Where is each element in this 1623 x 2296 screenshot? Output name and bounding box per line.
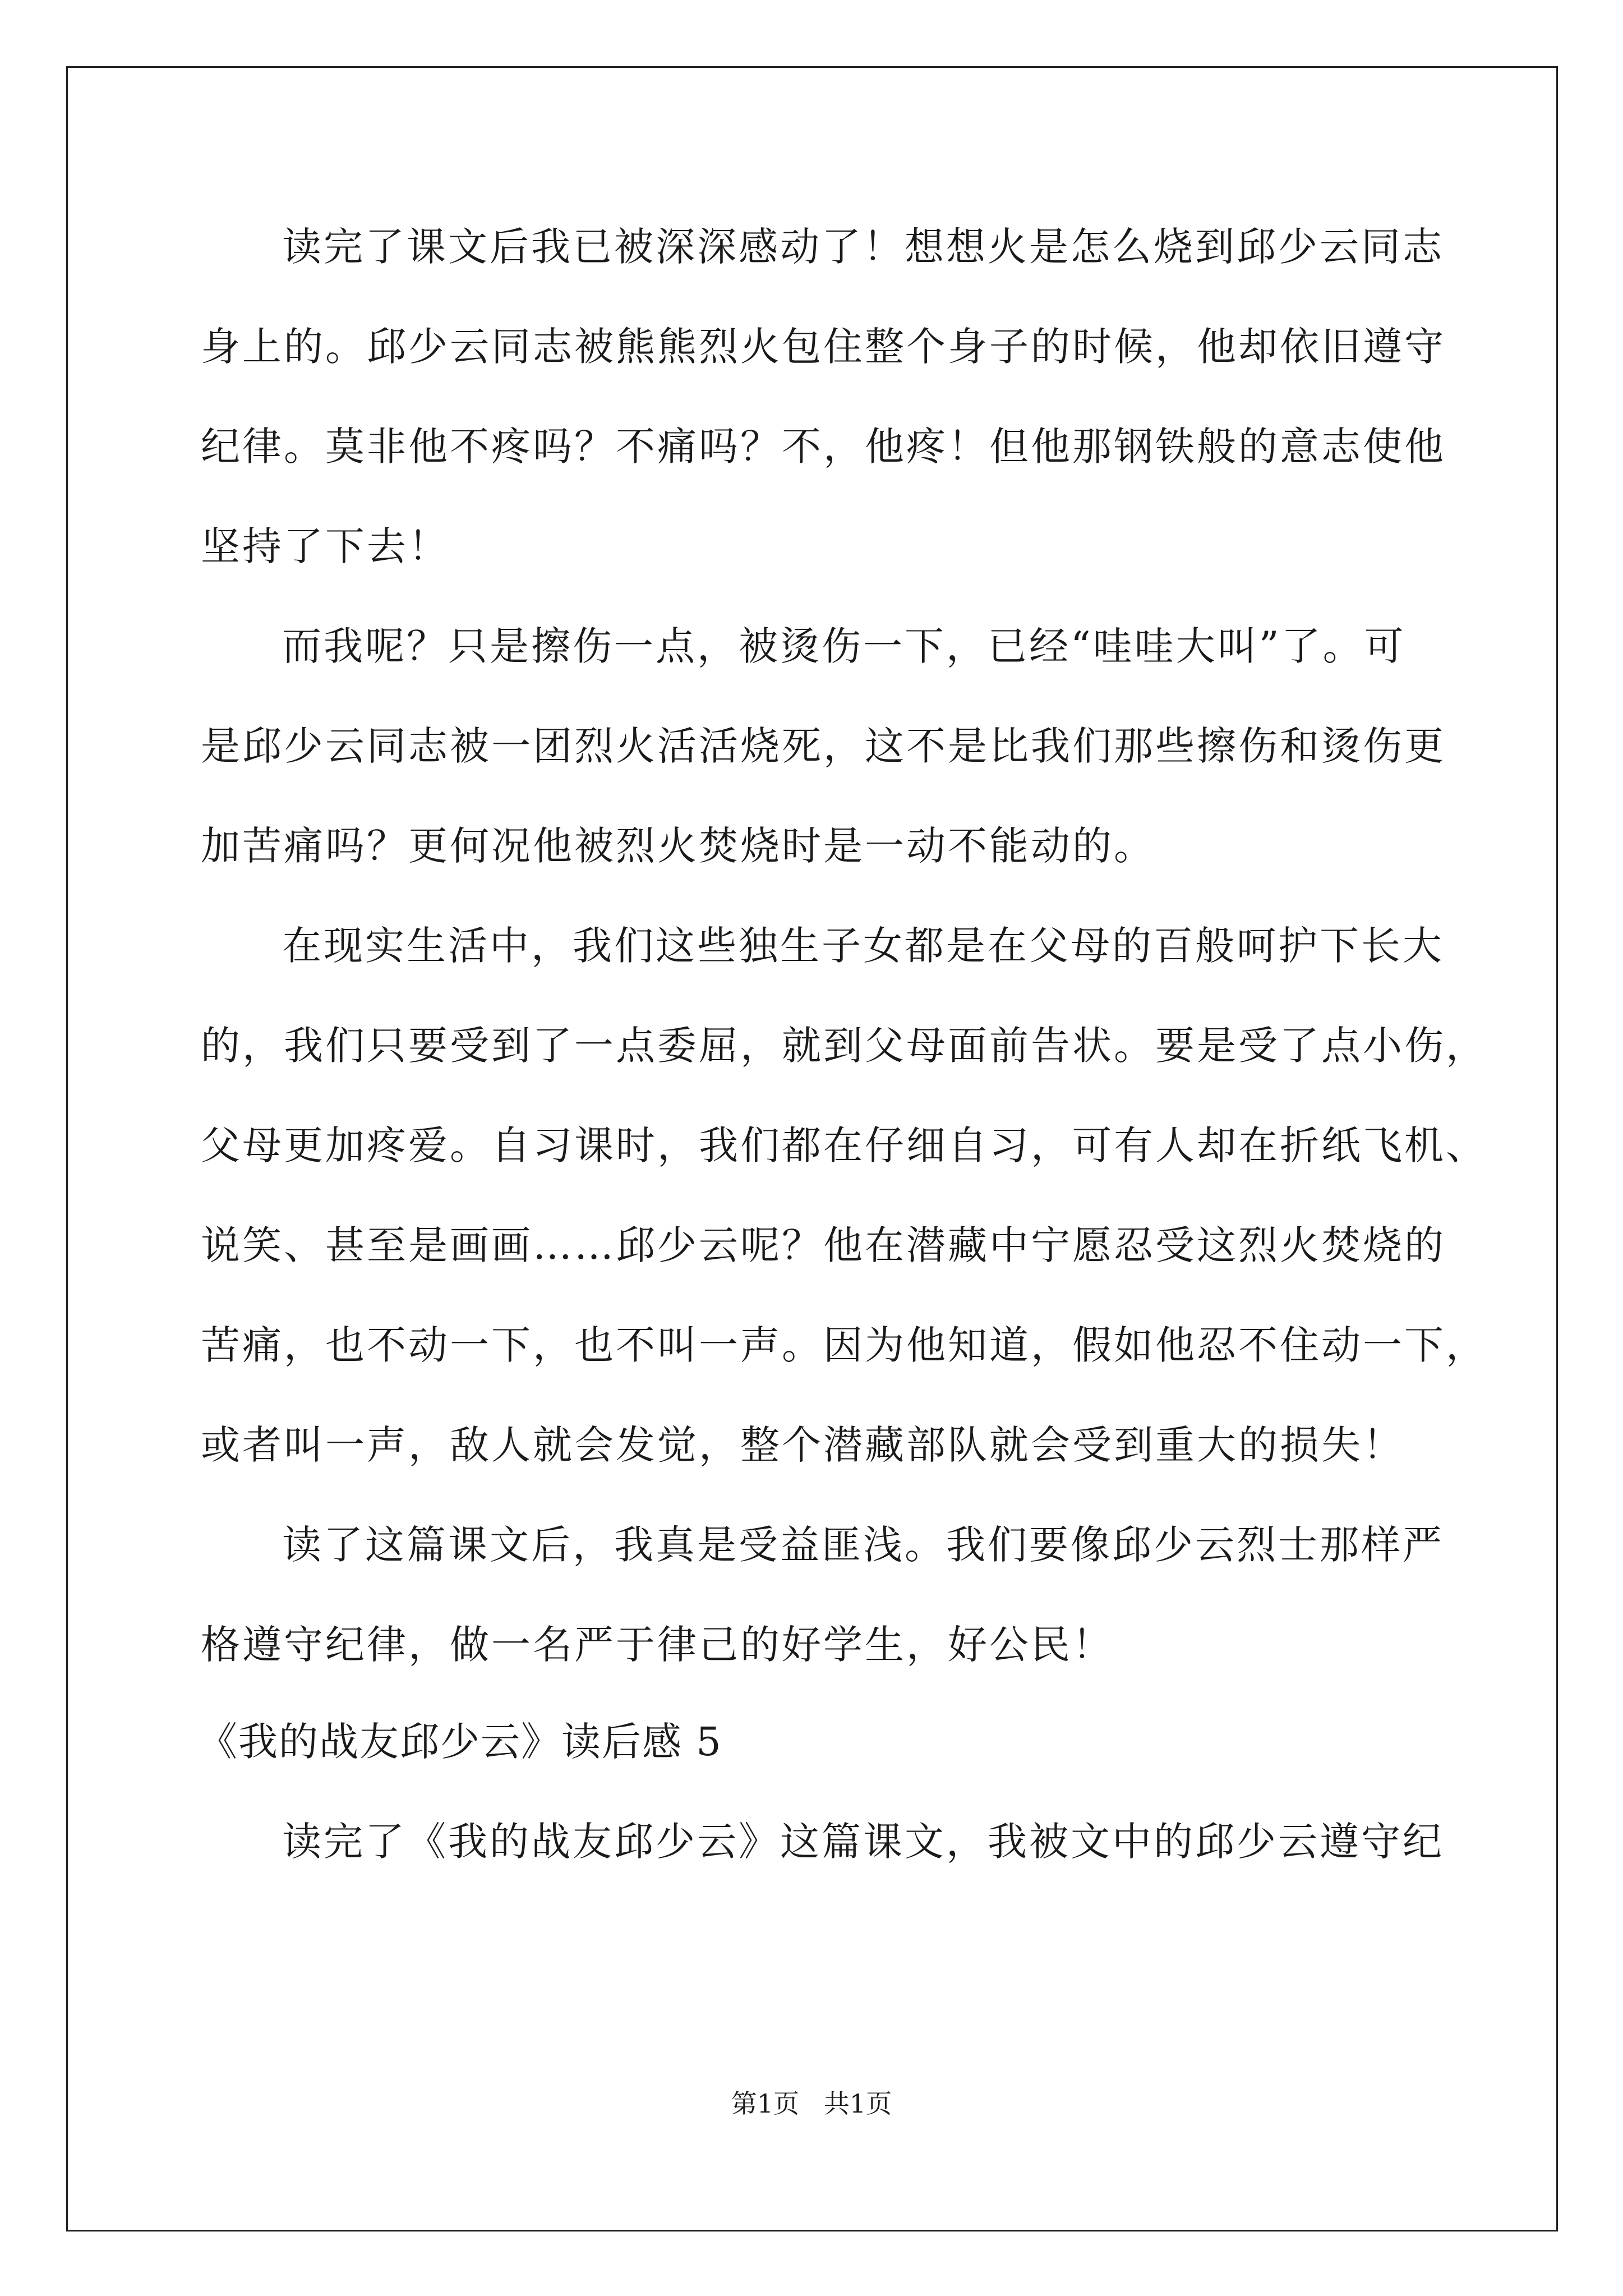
paragraph-3-line-3: 父母更加疼爱。自习课时，我们都在仔细自习，可有人却在折纸飞机、	[201, 1122, 1487, 1168]
paragraph-5-line-1: 读完了《我的战友邱少云》这篇课文，我被文中的邱少云遵守纪	[282, 1819, 1444, 1865]
paragraph-1-line-3: 纪律。莫非他不疼吗？不痛吗？不，他疼！但他那钢铁般的意志使他	[201, 424, 1446, 470]
section-heading: 《我的战友邱少云》读后感 5	[198, 1719, 722, 1765]
paragraph-3-line-4: 说笑、甚至是画画……邱少云呢？他在潜藏中宁愿忍受这烈火焚烧的	[201, 1222, 1446, 1268]
paragraph-4-line-2: 格遵守纪律，做一名严于律己的好学生，好公民！	[201, 1622, 1114, 1668]
paragraph-2-line-2: 是邱少云同志被一团烈火活活烧死，这不是比我们那些擦伤和烫伤更	[201, 723, 1446, 769]
paragraph-2-line-1: 而我呢？只是擦伤一点，被烫伤一下，已经“哇哇大叫”了。可	[282, 623, 1406, 669]
paragraph-3-line-5: 苦痛，也不动一下，也不叫一声。因为他知道，假如他忍不住动一下，	[201, 1322, 1487, 1368]
paragraph-2-line-3: 加苦痛吗？更何况他被烈火焚烧时是一动不能动的。	[201, 823, 1155, 869]
paragraph-1-line-1: 读完了课文后我已被深深感动了！想想火是怎么烧到邱少云同志	[282, 224, 1444, 270]
paragraph-3-line-2: 的，我们只要受到了一点委屈，就到父母面前告状。要是受了点小伤，	[201, 1023, 1487, 1069]
paragraph-3-line-1: 在现实生活中，我们这些独生子女都是在父母的百般呵护下长大	[282, 923, 1444, 969]
page-footer: 第1页 共1页	[731, 2088, 892, 2119]
paragraph-1-line-4: 坚持了下去！	[201, 523, 450, 569]
paragraph-1-line-2: 身上的。邱少云同志被熊熊烈火包住整个身子的时候，他却依旧遵守	[201, 324, 1446, 370]
paragraph-3-line-6: 或者叫一声，敌人就会发觉，整个潜藏部队就会受到重大的损失！	[201, 1422, 1404, 1468]
paragraph-4-line-1: 读了这篇课文后，我真是受益匪浅。我们要像邱少云烈士那样严	[282, 1522, 1444, 1568]
